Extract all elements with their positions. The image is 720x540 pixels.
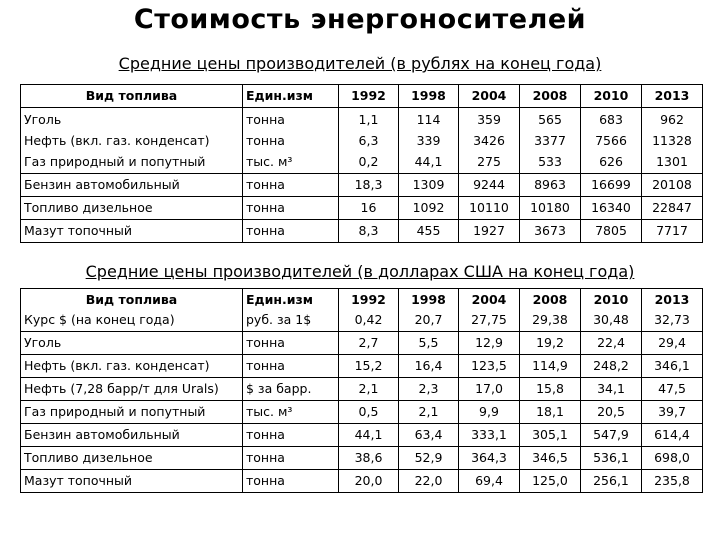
value-cell: 2,3 <box>399 378 459 401</box>
unit: тонна <box>243 197 339 220</box>
value-cell: 305,1 <box>520 424 581 447</box>
table-row <box>21 378 703 401</box>
value-cell: 8,3 <box>339 220 399 243</box>
value-cell: 7717 <box>642 220 703 243</box>
header-unit: Един.изм <box>243 85 339 108</box>
value-cell: 0,5 <box>339 401 399 424</box>
table-header-row <box>21 289 703 332</box>
fuel-name: Топливо дизельное <box>21 447 243 470</box>
fuel-name: Газ природный и попутный <box>24 154 206 169</box>
value-cell: 10110 <box>459 197 520 220</box>
value-cell: 16,4 <box>399 355 459 378</box>
fuel-name: Газ природный и попутный <box>21 401 243 424</box>
value-cell: 1309 <box>399 174 459 197</box>
value-cell: 626 <box>599 154 623 169</box>
table-row <box>21 332 703 355</box>
value-cell: 248,2 <box>581 355 642 378</box>
value-cell: 22847 <box>642 197 703 220</box>
fuel-name: Нефть (вкл. газ. конденсат) <box>24 133 210 148</box>
unit: тыс. м³ <box>243 401 339 424</box>
fuel-name: Мазут топочный <box>21 220 243 243</box>
value-cell: 20108 <box>642 174 703 197</box>
fuel-name: Уголь <box>21 332 243 355</box>
value-cell: 533 <box>538 154 562 169</box>
table-row <box>21 174 703 197</box>
header-unit: Един.изм <box>246 292 314 307</box>
value-cell: 962 <box>660 112 684 127</box>
value-cell: 2,7 <box>339 332 399 355</box>
value-cell: 34,1 <box>581 378 642 401</box>
value-cell: 19,2 <box>520 332 581 355</box>
value-cell: 3377 <box>534 133 566 148</box>
value-cell: 30,48 <box>593 312 629 327</box>
header-year: 2010 <box>593 292 629 307</box>
value-cell: 346,5 <box>520 447 581 470</box>
value-cell: 20,7 <box>414 312 443 327</box>
unit: тонна <box>243 424 339 447</box>
value-cell: 1092 <box>399 197 459 220</box>
table-row <box>21 424 703 447</box>
value-cell: 123,5 <box>459 355 520 378</box>
table-header-row <box>21 85 703 108</box>
value-cell: 346,1 <box>642 355 703 378</box>
unit: тонна <box>243 470 339 493</box>
fuel-name: Нефть (вкл. газ. конденсат) <box>21 355 243 378</box>
value-cell: 12,9 <box>459 332 520 355</box>
fuel-name: Бензин автомобильный <box>21 424 243 447</box>
value-cell: 22,0 <box>399 470 459 493</box>
header-year: 2013 <box>642 85 703 108</box>
header-year: 2013 <box>654 292 690 307</box>
value-cell: 27,75 <box>471 312 507 327</box>
value-cell: 1927 <box>459 220 520 243</box>
value-cell: 455 <box>399 220 459 243</box>
value-cell: 38,6 <box>339 447 399 470</box>
value-cell: 32,73 <box>654 312 690 327</box>
table-row-group <box>21 108 703 174</box>
value-cell: 6,3 <box>358 133 379 148</box>
value-cell: 333,1 <box>459 424 520 447</box>
header-fuel: Вид топлива <box>21 85 243 108</box>
value-cell: 22,4 <box>581 332 642 355</box>
value-cell: 683 <box>599 112 623 127</box>
table-row <box>21 470 703 493</box>
value-cell: 536,1 <box>581 447 642 470</box>
value-cell: 9,9 <box>459 401 520 424</box>
header-year: 2010 <box>581 85 642 108</box>
value-cell: 1,1 <box>358 112 379 127</box>
unit: тонна <box>243 332 339 355</box>
price-table-usd <box>20 288 703 493</box>
value-cell: 565 <box>538 112 562 127</box>
value-cell: 125,0 <box>520 470 581 493</box>
fuel-name: Топливо дизельное <box>21 197 243 220</box>
unit: руб. за 1$ <box>246 312 312 327</box>
header-year: 2008 <box>532 292 568 307</box>
value-cell: 29,4 <box>642 332 703 355</box>
value-cell: 44,1 <box>339 424 399 447</box>
unit: тонна <box>246 112 285 127</box>
value-cell: 11328 <box>652 133 692 148</box>
unit: $ за барр. <box>243 378 339 401</box>
value-cell: 20,0 <box>339 470 399 493</box>
unit: тонна <box>243 174 339 197</box>
table-row <box>21 401 703 424</box>
value-cell: 3426 <box>473 133 505 148</box>
value-cell: 8963 <box>520 174 581 197</box>
value-cell: 114 <box>416 112 441 127</box>
value-cell: 44,1 <box>414 154 443 169</box>
value-cell: 18,3 <box>339 174 399 197</box>
header-year: 1998 <box>399 85 459 108</box>
value-cell: 359 <box>477 112 501 127</box>
value-cell: 16340 <box>581 197 642 220</box>
header-year: 1998 <box>411 292 446 307</box>
page-title: Стоимость энергоносителей <box>133 4 587 35</box>
value-cell: 1301 <box>656 154 688 169</box>
header-year: 1992 <box>339 85 399 108</box>
unit: тонна <box>243 355 339 378</box>
header-fuel: Вид топлива <box>85 292 178 307</box>
fuel-name: Курс $ (на конец года) <box>24 312 175 327</box>
value-cell: 364,3 <box>459 447 520 470</box>
fuel-name: Бензин автомобильный <box>21 174 243 197</box>
fuel-name: Уголь <box>24 112 62 127</box>
value-cell: 29,38 <box>532 312 568 327</box>
value-cell: 114,9 <box>520 355 581 378</box>
unit: тонна <box>243 220 339 243</box>
value-cell: 235,8 <box>642 470 703 493</box>
value-cell: 0,2 <box>358 154 379 169</box>
unit: тонна <box>243 447 339 470</box>
value-cell: 9244 <box>459 174 520 197</box>
value-cell: 18,1 <box>520 401 581 424</box>
header-year: 2008 <box>520 85 581 108</box>
header-year: 2004 <box>471 292 507 307</box>
value-cell: 15,2 <box>339 355 399 378</box>
table-row <box>21 220 703 243</box>
subtitle-usd: Средние цены производителей (в долларах США на конец года) <box>85 262 635 281</box>
unit: тонна <box>246 133 285 148</box>
value-cell: 698,0 <box>642 447 703 470</box>
value-cell: 47,5 <box>642 378 703 401</box>
fuel-name: Мазут топочный <box>21 470 243 493</box>
value-cell: 2,1 <box>399 401 459 424</box>
value-cell: 69,4 <box>459 470 520 493</box>
value-cell: 256,1 <box>581 470 642 493</box>
unit: тыс. м³ <box>246 154 293 169</box>
fuel-name: Нефть (7,28 барр/т для Urals) <box>21 378 243 401</box>
value-cell: 16 <box>339 197 399 220</box>
value-cell: 614,4 <box>642 424 703 447</box>
value-cell: 63,4 <box>399 424 459 447</box>
value-cell: 10180 <box>520 197 581 220</box>
header-year: 1992 <box>351 292 386 307</box>
value-cell: 3673 <box>520 220 581 243</box>
value-cell: 339 <box>416 133 441 148</box>
value-cell: 547,9 <box>581 424 642 447</box>
value-cell: 7805 <box>581 220 642 243</box>
subtitle-rub: Средние цены производителей (в рублях на конец года) <box>118 54 602 73</box>
table-row <box>21 447 703 470</box>
value-cell: 20,5 <box>581 401 642 424</box>
value-cell: 52,9 <box>399 447 459 470</box>
value-cell: 275 <box>477 154 501 169</box>
value-cell: 16699 <box>581 174 642 197</box>
value-cell: 5,5 <box>399 332 459 355</box>
value-cell: 17,0 <box>459 378 520 401</box>
value-cell: 15,8 <box>520 378 581 401</box>
header-year: 2004 <box>459 85 520 108</box>
table-row <box>21 197 703 220</box>
value-cell: 7566 <box>595 133 627 148</box>
table-row <box>21 355 703 378</box>
price-table-rub <box>20 84 703 243</box>
value-cell: 39,7 <box>642 401 703 424</box>
value-cell: 2,1 <box>339 378 399 401</box>
value-cell: 0,42 <box>354 312 383 327</box>
